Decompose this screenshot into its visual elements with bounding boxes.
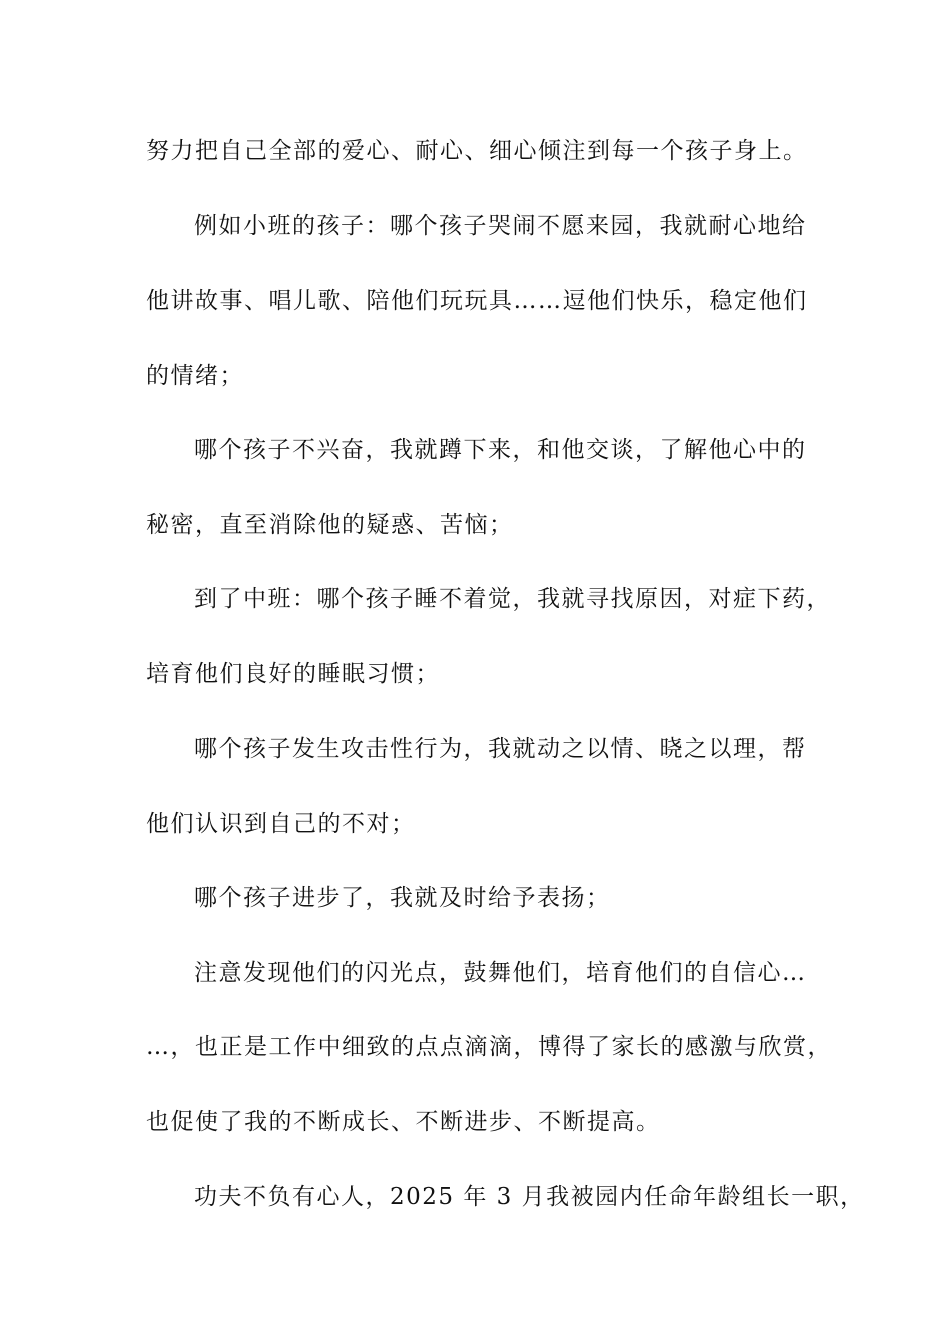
text-line: 培育他们良好的睡眠习惯； (146, 661, 440, 687)
text-line: …，也正是工作中细致的点点滴滴，博得了家长的感激与欣赏， (146, 1034, 832, 1060)
text-line: 努力把自己全部的爱心、耐心、细心倾注到每一个孩子身上。 (146, 138, 808, 164)
text-line: 他讲故事、唱儿歌、陪他们玩玩具……逗他们快乐，稳定他们 (146, 288, 808, 314)
text-line: 哪个孩子发生攻击性行为，我就动之以情、晓之以理，帮 (194, 736, 807, 762)
text-line: 注意发现他们的闪光点，鼓舞他们，培育他们的自信心… (194, 960, 807, 986)
text-line: 例如小班的孩子：哪个孩子哭闹不愿来园，我就耐心地给 (194, 213, 807, 239)
text-line: 哪个孩子不兴奋，我就蹲下来，和他交谈，了解他心中的 (194, 437, 807, 463)
text-line: 哪个孩子进步了，我就及时给予表扬； (194, 885, 611, 911)
text-line: 也促使了我的不断成长、不断进步、不断提高。 (146, 1109, 661, 1135)
text-line: 功夫不负有心人，2025 年 3 月我被园内任命年龄组长一职， (194, 1184, 865, 1210)
text-line: 到了中班：哪个孩子睡不着觉，我就寻找原因，对症下药， (194, 586, 831, 612)
text-line: 的情绪； (146, 363, 244, 389)
text-line: 他们认识到自己的不对； (146, 811, 416, 837)
text-line: 秘密，直至消除他的疑惑、苦恼； (146, 512, 514, 538)
